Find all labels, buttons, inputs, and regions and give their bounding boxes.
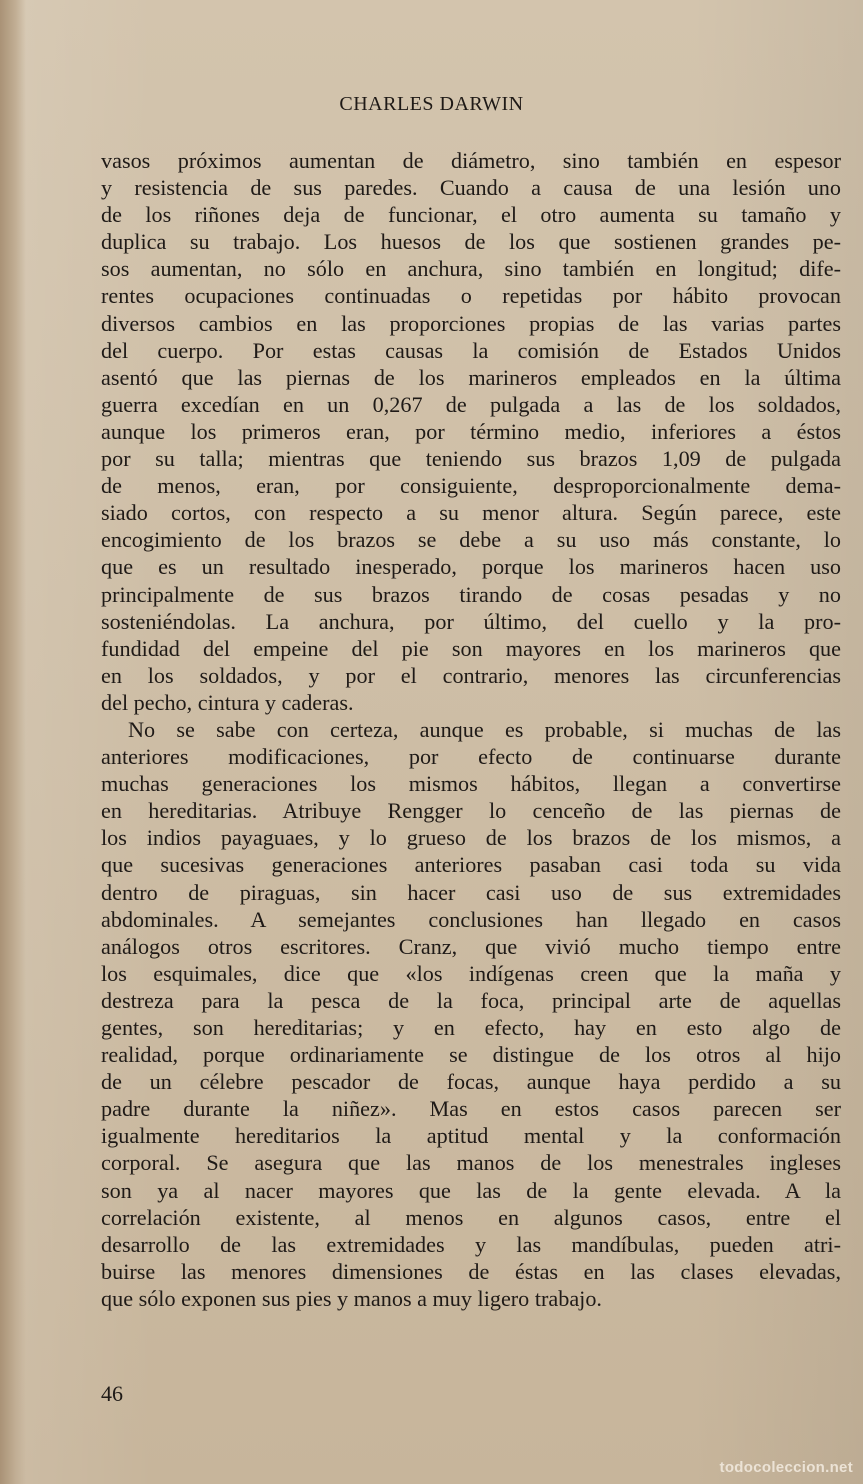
text-line: igualmente hereditarios la aptitud mental y la conformación [101,1123,841,1149]
text-line: de menos, eran, por consiguiente, desproporcionalmente dema- [101,473,841,499]
text-line: por su talla; mientras que teniendo sus brazos 1,09 de pulgada [101,446,841,472]
text-line: que sólo exponen sus pies y manos a muy ligero trabajo. [101,1285,602,1311]
text-line: los esquimales, dice que «los indígenas creen que la maña y [101,960,841,986]
watermark: todocoleccion.net [719,1459,853,1476]
text-line: los indios payaguaes, y lo grueso de los brazos de los mismos, a [101,825,841,851]
text-line: y resistencia de sus paredes. Cuando a causa de una lesión uno [101,175,841,201]
text-line: de un célebre pescador de focas, aunque haya perdido a su [101,1069,841,1095]
text-line: dentro de piraguas, sin hacer casi uso de sus extremidades [101,879,841,905]
text-line: siado cortos, con respecto a su menor altura. Según parece, este [101,500,841,526]
paragraph [101,716,841,1312]
text-line: desarrollo de las extremidades y las mandíbulas, pueden atri- [101,1231,841,1257]
text-line: muchas generaciones los mismos hábitos, llegan a convertirse [101,771,841,797]
text-line: en los soldados, y por el contrario, menores las circunferencias [101,662,841,688]
text-line: diversos cambios en las proporciones propias de las varias partes [101,310,841,336]
running-head: CHARLES DARWIN [339,93,524,115]
text-line: correlación existente, al menos en algunos casos, entre el [101,1204,841,1230]
text-line: No se sabe con certeza, aunque es probable, si muchas de las [128,716,841,742]
text-line: fundidad del empeine del pie son mayores en los marineros que [101,635,841,661]
text-line: anteriores modificaciones, por efecto de continuarse durante [101,744,841,770]
text-line: principalmente de sus brazos tirando de cosas pesadas y no [101,581,841,607]
text-line: rentes ocupaciones continuadas o repetidas por hábito provocan [101,283,841,309]
text-line: de los riñones deja de funcionar, el otro aumenta su tamaño y [101,202,841,228]
text-line: destreza para la pesca de la foca, principal arte de aquellas [101,987,841,1013]
page-gutter-edge [0,0,26,1484]
text-line: análogos otros escritores. Cranz, que vivió mucho tiempo entre [101,933,841,959]
text-line: sos aumentan, no sólo en anchura, sino también en longitud; dife- [101,256,841,282]
text-line: realidad, porque ordinariamente se distingue de los otros al hijo [101,1042,841,1068]
page-number: 46 [101,1381,123,1406]
text-line: abdominales. A semejantes conclusiones han llegado en casos [101,906,841,932]
text-line: que es un resultado inesperado, porque los marineros hacen uso [101,554,841,580]
text-line: en hereditarias. Atribuye Rengger lo cenceño de las piernas de [101,798,841,824]
text-line: aunque los primeros eran, por término medio, inferiores a éstos [101,418,841,444]
text-line: gentes, son hereditarias; y en efecto, hay en esto algo de [101,1015,841,1040]
text-line: encogimiento de los brazos se debe a su uso más constante, lo [101,527,841,553]
text-line: del pecho, cintura y caderas. [101,689,354,715]
text-line: buirse las menores dimensiones de éstas en las clases elevadas, [101,1258,841,1284]
text-line: padre durante la niñez». Mas en estos casos parecen ser [101,1096,841,1122]
text-line: son ya al nacer mayores que las de la gente elevada. A la [101,1177,841,1203]
text-line: guerra excedían en un 0,267 de pulgada a las de los soldados, [101,391,841,417]
text-line: sosteniéndolas. La anchura, por último, del cuello y la pro- [101,608,841,634]
body-text [101,147,841,1312]
text-line: vasos próximos aumentan de diámetro, sino también en espesor [101,148,841,173]
text-line: del cuerpo. Por estas causas la comisión de Estados Unidos [101,337,841,363]
text-line: duplica su trabajo. Los huesos de los que sostienen grandes pe- [101,229,841,255]
paragraph [101,147,841,716]
text-line: corporal. Se asegura que las manos de los menestrales ingleses [101,1150,841,1176]
text-line: asentó que las piernas de los marineros empleados en la última [101,364,841,390]
text-line: que sucesivas generaciones anteriores pasaban casi toda su vida [101,852,841,878]
